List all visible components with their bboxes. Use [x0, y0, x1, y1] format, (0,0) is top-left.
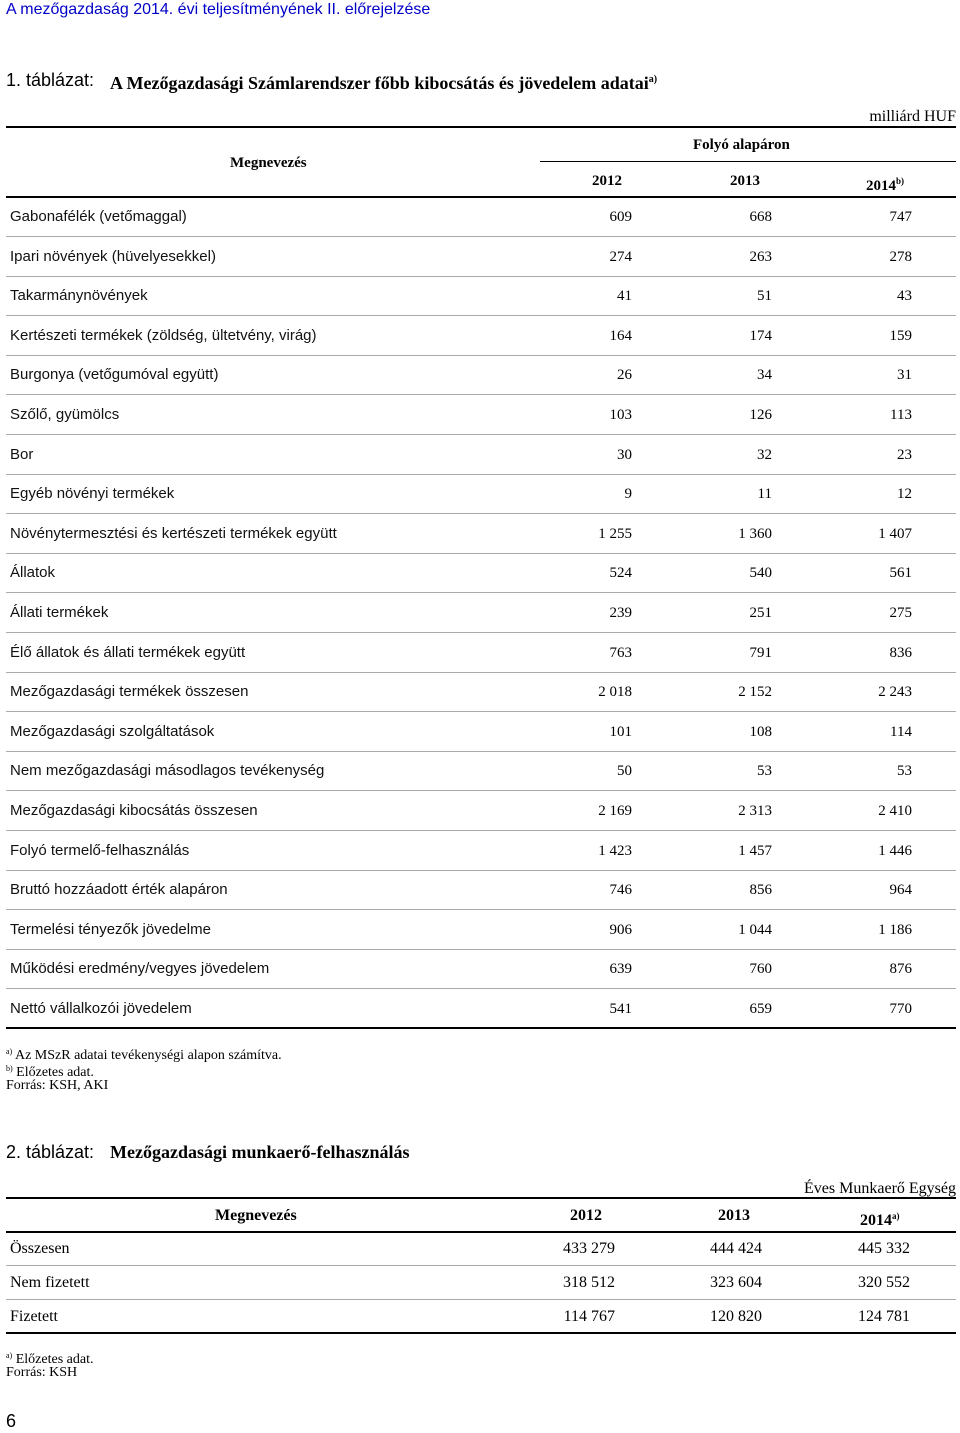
table1-row	[6, 474, 956, 514]
table1-row-divider	[6, 1027, 956, 1029]
table1-row	[6, 276, 956, 316]
table1-cell-2013: 1 457	[738, 842, 772, 859]
table2-cell-2013: 323 604	[710, 1274, 762, 1291]
table2-header-year-2013: 2013	[718, 1207, 750, 1224]
table1-cell-2012: 239	[609, 605, 632, 621]
table1-cell-2014: 43	[897, 288, 912, 305]
table1-cell-2012: 9	[624, 486, 632, 503]
table2-row-label: Fizetett	[10, 1308, 58, 1325]
table1-cell-2012: 906	[609, 921, 632, 938]
table1-cell-2012: 524	[609, 565, 632, 582]
table1-row-label: Mezőgazdasági termékek összesen	[10, 683, 249, 701]
table1-header-year-2012: 2012	[592, 173, 622, 189]
table1-number: 1. táblázat:	[6, 70, 95, 90]
table1-cell-2014: 1 407	[878, 525, 912, 542]
table1-cell-2014: 561	[889, 565, 912, 582]
table1-cell-2014: 31	[897, 367, 912, 384]
table1-cell-2014: 12	[897, 486, 912, 503]
table1-cell-2014: 114	[890, 723, 912, 740]
table1-header-year-2014-text: 2014	[866, 178, 896, 194]
table1-cell-2013: 760	[749, 961, 772, 978]
table1-cell-2013: 540	[749, 565, 772, 582]
table1-row	[6, 672, 956, 712]
table2-cell-2013: 120 820	[710, 1308, 762, 1325]
table1-title-text: A Mezőgazdasági Számlarendszer főbb kibocsátás és jövedelem adatai	[110, 73, 649, 93]
table1-row	[6, 989, 956, 1029]
table1-row	[6, 949, 956, 989]
table1-cell-2014: 836	[889, 644, 912, 661]
table1-row-label: Növénytermesztési és kertészeti termékek együtt	[10, 524, 337, 542]
table1-title-note: a)	[648, 74, 658, 85]
table2-header-year-2012: 2012	[570, 1207, 602, 1224]
table1-cell-2012: 541	[609, 1001, 632, 1017]
table1-cell-2013: 659	[749, 1001, 772, 1017]
table1-cell-2013: 791	[749, 644, 772, 661]
table1-caption	[6, 69, 658, 93]
table1-cell-2012: 50	[617, 763, 632, 780]
table2-cell-2012: 114 767	[563, 1308, 615, 1325]
table1-cell-2014: 770	[889, 1001, 912, 1017]
table1-cell-2013: 2 313	[738, 803, 772, 819]
table1-cell-2012: 103	[609, 407, 632, 423]
table2-row-divider	[6, 1332, 956, 1334]
table1-cell-2012: 1 423	[598, 842, 632, 859]
table1-note-a-text: Az MSzR adatai tevékenységi alapon számítva.	[14, 1048, 282, 1063]
table1-row-label: Nem mezőgazdasági másodlagos tevékenység	[10, 762, 325, 780]
table1-row-label: Élő állatok és állati termékek együtt	[10, 643, 246, 661]
table1-cell-2014: 2 243	[878, 684, 912, 701]
table2-note-a-text: Előzetes adat.	[15, 1352, 94, 1367]
table1-row-label: Folyó termelő-felhasználás	[10, 841, 190, 859]
table1-cell-2014: 23	[897, 446, 912, 463]
table1-header-year-2013: 2013	[730, 173, 760, 189]
table1-row	[6, 514, 956, 554]
table2-note-a-mark: a)	[6, 1351, 13, 1360]
table1-cell-2012: 639	[609, 961, 632, 978]
table1-cell-2013: 174	[749, 327, 772, 344]
table1-row-label: Állati termékek	[10, 604, 109, 621]
table1-cell-2012: 164	[609, 327, 632, 344]
table1-cell-2012: 763	[609, 644, 632, 661]
table2-cell-2014: 445 332	[858, 1240, 910, 1257]
table2-source: Forrás: KSH	[6, 1365, 78, 1380]
table1-cell-2014: 1 446	[878, 842, 912, 859]
table1-cell-2013: 263	[749, 248, 772, 265]
table1-cell-2013: 53	[757, 763, 772, 780]
table1-row	[6, 316, 956, 356]
table1-cell-2014: 53	[897, 763, 912, 780]
table1-source: Forrás: KSH, AKI	[6, 1078, 109, 1093]
table1-cell-2014: 1 186	[878, 921, 912, 938]
table1-cell-2012: 746	[609, 882, 632, 899]
table1-cell-2013: 51	[757, 288, 772, 305]
table2-row	[6, 1300, 956, 1334]
table1-row	[6, 593, 956, 633]
table1-row-label: Bor	[10, 445, 34, 463]
table1-row	[6, 237, 956, 277]
table2-number: 2. táblázat:	[6, 1142, 95, 1162]
table1-cell-2012: 101	[609, 723, 632, 740]
table2-row	[6, 1232, 956, 1266]
table1-row-label: Működési eredmény/vegyes jövedelem	[10, 960, 270, 978]
table1-cell-2013: 1 044	[738, 921, 772, 938]
table1-cell-2012: 41	[617, 288, 632, 305]
table1-top-rule	[6, 126, 956, 128]
table2-title: Mezőgazdasági munkaerő-felhasználás	[110, 1142, 410, 1162]
table1-cell-2014: 275	[889, 605, 912, 621]
table1-row-label: Termelési tényezők jövedelme	[10, 920, 211, 938]
table1-note-b-mark: b)	[6, 1064, 13, 1073]
table2-cell-2012: 318 512	[563, 1274, 615, 1291]
table1-cell-2013: 668	[749, 209, 772, 225]
table1-row-label: Mezőgazdasági szolgáltatások	[10, 722, 215, 740]
table1-row-label: Burgonya (vetőgumóval együtt)	[10, 366, 219, 384]
table1-row	[6, 831, 956, 871]
table1-row-label: Mezőgazdasági kibocsátás összesen	[10, 802, 258, 819]
table2-cell-2014: 124 781	[858, 1308, 910, 1325]
table1-row-label: Egyéb növényi termékek	[10, 485, 175, 503]
table2-row-label: Nem fizetett	[10, 1274, 90, 1291]
table1-header-year-note: b)	[896, 176, 905, 186]
table2-row-label: Összesen	[10, 1240, 70, 1257]
table1-cell-2014: 2 410	[878, 803, 912, 819]
table1-cell-2013: 108	[749, 723, 772, 740]
table1-row-label: Ipari növények (hüvelyesekkel)	[10, 247, 216, 265]
table1-group-rule	[540, 161, 956, 162]
table1-note-a-mark: a)	[6, 1047, 13, 1056]
table1-unit: milliárd HUF	[869, 108, 956, 125]
table1-row-label: Nettó vállalkozói jövedelem	[10, 1000, 192, 1017]
table1-cell-2014: 876	[889, 961, 912, 978]
table2-header-year-2014	[860, 1206, 900, 1231]
table1-header-name: Megnevezés	[230, 155, 307, 171]
table1-cell-2012: 2 018	[598, 684, 632, 701]
page-number: 6	[6, 1411, 17, 1431]
table1-cell-2012: 609	[609, 209, 632, 225]
table1-cell-2014: 159	[889, 327, 912, 344]
table1-cell-2013: 1 360	[738, 525, 772, 542]
table1-cell-2014: 964	[889, 882, 912, 899]
table1-cell-2013: 11	[757, 486, 772, 503]
table2-header-year-2014-text: 2014	[860, 1212, 892, 1229]
table1-row	[6, 435, 956, 475]
table1-title	[110, 69, 657, 94]
table1-cell-2012: 30	[617, 446, 632, 463]
table1-row-label: Kertészeti termékek (zöldség, ültetvény, virág)	[10, 326, 317, 344]
table1-cell-2013: 126	[749, 407, 772, 423]
table1-cell-2013: 251	[749, 605, 772, 621]
table2-header-name: Megnevezés	[215, 1207, 297, 1224]
table2-caption	[6, 1141, 410, 1163]
table1-cell-2012: 26	[617, 367, 632, 384]
table1-row-label: Szőlő, gyümölcs	[10, 406, 120, 423]
table2-top-rule	[6, 1197, 956, 1199]
table2-row	[6, 1266, 956, 1300]
table1-row-label: Bruttó hozzáadott érték alapáron	[10, 881, 228, 899]
table1-cell-2012: 1 255	[598, 525, 632, 542]
table2-cell-2013: 444 424	[710, 1240, 762, 1257]
table1-row-label: Állatok	[10, 564, 56, 582]
table1-cell-2013: 856	[749, 882, 772, 899]
table1-cell-2013: 2 152	[738, 684, 772, 701]
table1-header-group: Folyó alapáron	[693, 137, 790, 153]
table1-row	[6, 633, 956, 673]
table1-row-label: Gabonafélék (vetőmaggal)	[10, 208, 187, 225]
table1-cell-2012: 2 169	[598, 803, 632, 819]
table1-note-b-text: Előzetes adat.	[16, 1065, 94, 1080]
table2-unit: Éves Munkaerő Egység	[804, 1180, 956, 1197]
table1-cell-2013: 34	[757, 367, 772, 384]
table2-cell-2012: 433 279	[563, 1240, 615, 1257]
table1-row	[6, 791, 956, 831]
table1-cell-2014: 113	[890, 407, 912, 423]
running-header: A mezőgazdaság 2014. évi teljesítményének II. előrejelzése	[6, 1, 431, 18]
table1-row	[6, 395, 956, 435]
table1-row	[6, 870, 956, 910]
table1-row	[6, 910, 956, 950]
table1-row	[6, 553, 956, 593]
table1-row	[6, 712, 956, 752]
table2-cell-2014: 320 552	[858, 1274, 910, 1291]
table1-row	[6, 355, 956, 395]
table1-row	[6, 197, 956, 237]
table2-header-year-note: a)	[892, 1211, 900, 1221]
table1-cell-2012: 274	[609, 248, 632, 265]
table1-cell-2013: 32	[757, 446, 772, 463]
table1-header-year-2014	[866, 171, 904, 196]
table1-cell-2014: 278	[889, 248, 912, 265]
table1-row-label: Takarmánynövények	[10, 287, 148, 305]
table1-cell-2014: 747	[889, 209, 912, 225]
table1-row	[6, 751, 956, 791]
